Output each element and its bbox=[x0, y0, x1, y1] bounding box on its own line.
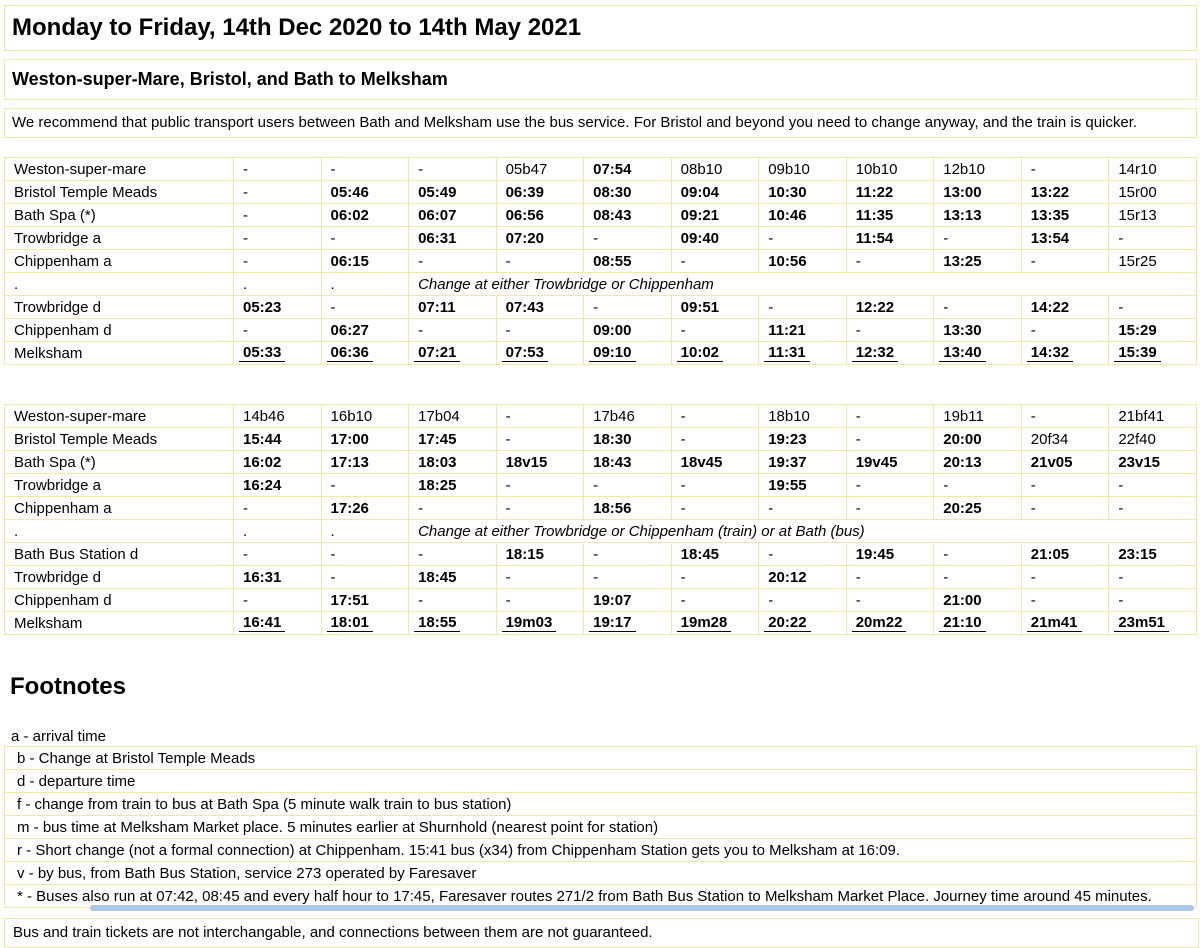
time-cell: 19:37 bbox=[759, 451, 847, 474]
time-cell: - bbox=[671, 319, 759, 342]
station-cell: Trowbridge a bbox=[5, 474, 234, 497]
time-cell: - bbox=[234, 227, 322, 250]
dot-cell: . bbox=[234, 273, 322, 296]
time-cell: 18v45 bbox=[671, 451, 759, 474]
time-cell: 10:30 bbox=[759, 181, 847, 204]
time-cell: 14b46 bbox=[234, 405, 322, 428]
time-cell: 09b10 bbox=[759, 158, 847, 181]
time-cell: 17:13 bbox=[321, 451, 409, 474]
time-cell: 16:02 bbox=[234, 451, 322, 474]
footnote-line: b - Change at Bristol Temple Meads bbox=[4, 746, 1197, 770]
dot-cell: . bbox=[321, 520, 409, 543]
time-cell: - bbox=[234, 497, 322, 520]
time-cell: 06:07 bbox=[409, 204, 497, 227]
time-cell: 18:45 bbox=[671, 543, 759, 566]
horizontal-scrollbar-thumb[interactable] bbox=[90, 905, 1194, 911]
time-cell: - bbox=[496, 566, 584, 589]
station-cell: Bristol Temple Meads bbox=[5, 181, 234, 204]
time-cell: 16:31 bbox=[234, 566, 322, 589]
time-cell: 05:49 bbox=[409, 181, 497, 204]
time-cell: 11:35 bbox=[846, 204, 934, 227]
time-cell: - bbox=[1021, 566, 1109, 589]
station-cell: Weston-super-mare bbox=[5, 405, 234, 428]
time-cell: 06:27 bbox=[321, 319, 409, 342]
time-cell: 23v15 bbox=[1109, 451, 1197, 474]
time-cell: 19:45 bbox=[846, 543, 934, 566]
recommendation-note: We recommend that public transport users between Bath and Melksham use the bus service. For Bristol and beyond you need to change anyway, and the train is quicker. bbox=[4, 108, 1197, 138]
timetable-row bbox=[5, 612, 1197, 635]
timetable-row bbox=[5, 296, 1197, 319]
footnote-line: v - by bus, from Bath Bus Station, service 273 operated by Faresaver bbox=[4, 861, 1197, 885]
time-cell: - bbox=[1021, 405, 1109, 428]
time-cell: - bbox=[1109, 589, 1197, 612]
time-cell: - bbox=[234, 319, 322, 342]
time-cell: 18:43 bbox=[584, 451, 672, 474]
station-cell: Chippenham a bbox=[5, 250, 234, 273]
time-cell: 20f34 bbox=[1021, 428, 1109, 451]
time-cell: - bbox=[759, 543, 847, 566]
time-cell: - bbox=[234, 181, 322, 204]
time-cell: 11:22 bbox=[846, 181, 934, 204]
time-cell: 08:55 bbox=[584, 250, 672, 273]
time-cell: - bbox=[846, 250, 934, 273]
time-cell: - bbox=[671, 566, 759, 589]
time-cell: 06:15 bbox=[321, 250, 409, 273]
time-cell: 12:32 bbox=[846, 342, 934, 365]
time-cell: - bbox=[759, 589, 847, 612]
time-cell: - bbox=[409, 543, 497, 566]
time-cell: - bbox=[234, 158, 322, 181]
time-cell: 19m28 bbox=[671, 612, 759, 635]
timetable-2 bbox=[4, 404, 1197, 635]
time-cell: - bbox=[759, 497, 847, 520]
time-cell: 19:55 bbox=[759, 474, 847, 497]
time-cell: 05:23 bbox=[234, 296, 322, 319]
time-cell: 13:00 bbox=[934, 181, 1022, 204]
time-cell: 20:00 bbox=[934, 428, 1022, 451]
dot-cell: . bbox=[321, 273, 409, 296]
station-cell: Bristol Temple Meads bbox=[5, 428, 234, 451]
time-cell: 20m22 bbox=[846, 612, 934, 635]
time-cell: 10:02 bbox=[671, 342, 759, 365]
time-cell: 17b46 bbox=[584, 405, 672, 428]
time-cell: 05:33 bbox=[234, 342, 322, 365]
time-cell: 15:44 bbox=[234, 428, 322, 451]
time-cell: 19:23 bbox=[759, 428, 847, 451]
timetable-row bbox=[5, 543, 1197, 566]
time-cell: - bbox=[409, 497, 497, 520]
time-cell: 18b10 bbox=[759, 405, 847, 428]
time-cell: 07:11 bbox=[409, 296, 497, 319]
time-cell: - bbox=[1021, 250, 1109, 273]
time-cell: - bbox=[1021, 319, 1109, 342]
time-cell: - bbox=[934, 543, 1022, 566]
time-cell: 19:07 bbox=[584, 589, 672, 612]
time-cell: - bbox=[1109, 474, 1197, 497]
time-cell: - bbox=[584, 543, 672, 566]
time-cell: - bbox=[671, 497, 759, 520]
time-cell: 13:13 bbox=[934, 204, 1022, 227]
time-cell: 20:25 bbox=[934, 497, 1022, 520]
time-cell: - bbox=[496, 589, 584, 612]
timetable-row bbox=[5, 428, 1197, 451]
time-cell: - bbox=[759, 227, 847, 250]
time-cell: - bbox=[234, 589, 322, 612]
time-cell: - bbox=[846, 405, 934, 428]
time-cell: 10:56 bbox=[759, 250, 847, 273]
time-cell: 17b04 bbox=[409, 405, 497, 428]
time-cell: - bbox=[846, 589, 934, 612]
time-cell: 09:51 bbox=[671, 296, 759, 319]
time-cell: - bbox=[1021, 158, 1109, 181]
time-cell: - bbox=[321, 543, 409, 566]
time-cell: - bbox=[321, 227, 409, 250]
time-cell: - bbox=[1109, 497, 1197, 520]
time-cell: 07:53 bbox=[496, 342, 584, 365]
timetable-row bbox=[5, 497, 1197, 520]
time-cell: 20:13 bbox=[934, 451, 1022, 474]
time-cell: - bbox=[584, 227, 672, 250]
time-cell: 06:31 bbox=[409, 227, 497, 250]
time-cell: 07:21 bbox=[409, 342, 497, 365]
time-cell: 08b10 bbox=[671, 158, 759, 181]
time-cell: - bbox=[1109, 227, 1197, 250]
time-cell: 14:32 bbox=[1021, 342, 1109, 365]
timetable-row bbox=[5, 250, 1197, 273]
time-cell: 21v05 bbox=[1021, 451, 1109, 474]
time-cell: - bbox=[409, 319, 497, 342]
change-note-cell: Change at either Trowbridge or Chippenham (train) or at Bath (bus) bbox=[409, 520, 1197, 543]
time-cell: 17:45 bbox=[409, 428, 497, 451]
time-cell: 21:00 bbox=[934, 589, 1022, 612]
time-cell: 11:54 bbox=[846, 227, 934, 250]
time-cell: - bbox=[496, 428, 584, 451]
station-cell: Melksham bbox=[5, 612, 234, 635]
time-cell: - bbox=[934, 296, 1022, 319]
time-cell: - bbox=[234, 250, 322, 273]
page-title: Monday to Friday, 14th Dec 2020 to 14th May 2021 bbox=[4, 5, 1197, 51]
time-cell: 17:26 bbox=[321, 497, 409, 520]
timetable-row bbox=[5, 181, 1197, 204]
timetable-1 bbox=[4, 157, 1197, 365]
time-cell: - bbox=[496, 474, 584, 497]
time-cell: 11:21 bbox=[759, 319, 847, 342]
time-cell: 09:21 bbox=[671, 204, 759, 227]
station-cell: Bath Spa (*) bbox=[5, 204, 234, 227]
time-cell: 13:35 bbox=[1021, 204, 1109, 227]
time-cell: - bbox=[584, 566, 672, 589]
time-cell: 10:46 bbox=[759, 204, 847, 227]
time-cell: 17:00 bbox=[321, 428, 409, 451]
time-cell: 22f40 bbox=[1109, 428, 1197, 451]
time-cell: 21m41 bbox=[1021, 612, 1109, 635]
time-cell: - bbox=[1021, 497, 1109, 520]
time-cell: 18:01 bbox=[321, 612, 409, 635]
footnotes-heading: Footnotes bbox=[10, 673, 126, 700]
time-cell: 13:25 bbox=[934, 250, 1022, 273]
footnote-line: d - departure time bbox=[4, 769, 1197, 793]
time-cell: 19v45 bbox=[846, 451, 934, 474]
dot-cell: . bbox=[234, 520, 322, 543]
time-cell: 09:04 bbox=[671, 181, 759, 204]
change-note-row bbox=[5, 273, 1197, 296]
time-cell: - bbox=[934, 474, 1022, 497]
footnote-line: f - change from train to bus at Bath Spa (5 minute walk train to bus station) bbox=[4, 792, 1197, 816]
time-cell: 09:10 bbox=[584, 342, 672, 365]
station-cell: Trowbridge a bbox=[5, 227, 234, 250]
time-cell: 06:02 bbox=[321, 204, 409, 227]
time-cell: 18:15 bbox=[496, 543, 584, 566]
time-cell: - bbox=[671, 589, 759, 612]
time-cell: 06:36 bbox=[321, 342, 409, 365]
station-cell: Chippenham d bbox=[5, 589, 234, 612]
time-cell: 09:40 bbox=[671, 227, 759, 250]
time-cell: - bbox=[321, 474, 409, 497]
change-note-cell: Change at either Trowbridge or Chippenham bbox=[409, 273, 1197, 296]
time-cell: 16:41 bbox=[234, 612, 322, 635]
time-cell: - bbox=[671, 250, 759, 273]
time-cell: 19:17 bbox=[584, 612, 672, 635]
time-cell: 17:51 bbox=[321, 589, 409, 612]
time-cell: 18:03 bbox=[409, 451, 497, 474]
timetable-row bbox=[5, 451, 1197, 474]
time-cell: 05b47 bbox=[496, 158, 584, 181]
time-cell: 18:55 bbox=[409, 612, 497, 635]
station-cell: Trowbridge d bbox=[5, 566, 234, 589]
time-cell: 23m51 bbox=[1109, 612, 1197, 635]
time-cell: 16:24 bbox=[234, 474, 322, 497]
time-cell: 07:43 bbox=[496, 296, 584, 319]
time-cell: 21:10 bbox=[934, 612, 1022, 635]
time-cell: 20:22 bbox=[759, 612, 847, 635]
time-cell: - bbox=[321, 158, 409, 181]
time-cell: 13:30 bbox=[934, 319, 1022, 342]
time-cell: - bbox=[846, 497, 934, 520]
footnote-a: a - arrival time bbox=[11, 728, 107, 745]
time-cell: 19m03 bbox=[496, 612, 584, 635]
timetable-row bbox=[5, 405, 1197, 428]
time-cell: 21bf41 bbox=[1109, 405, 1197, 428]
time-cell: 18:56 bbox=[584, 497, 672, 520]
time-cell: - bbox=[496, 405, 584, 428]
time-cell: - bbox=[409, 250, 497, 273]
footnote-line: r - Short change (not a formal connection) at Chippenham. 15:41 bus (x34) from Chippenham Station gets you to Melksham at 16:09. bbox=[4, 838, 1197, 862]
time-cell: - bbox=[584, 474, 672, 497]
time-cell: - bbox=[1109, 296, 1197, 319]
station-cell: Chippenham d bbox=[5, 319, 234, 342]
time-cell: 16b10 bbox=[321, 405, 409, 428]
time-cell: 08:30 bbox=[584, 181, 672, 204]
time-cell: 08:43 bbox=[584, 204, 672, 227]
dot-cell: . bbox=[5, 273, 234, 296]
time-cell: 18:45 bbox=[409, 566, 497, 589]
time-cell: 23:15 bbox=[1109, 543, 1197, 566]
timetable-row bbox=[5, 319, 1197, 342]
time-cell: 21:05 bbox=[1021, 543, 1109, 566]
time-cell: - bbox=[934, 227, 1022, 250]
station-cell: Melksham bbox=[5, 342, 234, 365]
time-cell: - bbox=[234, 543, 322, 566]
time-cell: 06:56 bbox=[496, 204, 584, 227]
change-note-row bbox=[5, 520, 1197, 543]
time-cell: - bbox=[409, 158, 497, 181]
time-cell: 10b10 bbox=[846, 158, 934, 181]
time-cell: 15r25 bbox=[1109, 250, 1197, 273]
time-cell: 14r10 bbox=[1109, 158, 1197, 181]
time-cell: - bbox=[846, 474, 934, 497]
timetable-row bbox=[5, 474, 1197, 497]
page-subtitle: Weston-super-Mare, Bristol, and Bath to Melksham bbox=[4, 59, 1197, 100]
time-cell: 20:12 bbox=[759, 566, 847, 589]
time-cell: 09:00 bbox=[584, 319, 672, 342]
footnote-line: * - Buses also run at 07:42, 08:45 and every half hour to 17:45, Faresaver routes 271/2 from Bath Bus Station to Melksham Market Place. Journey time around 45 minutes. bbox=[4, 884, 1197, 908]
time-cell: - bbox=[321, 566, 409, 589]
ticket-disclaimer: Bus and train tickets are not interchangable, and connections between them are not guaranteed. bbox=[4, 918, 1199, 948]
footnote-line: m - bus time at Melksham Market place. 5 minutes earlier at Shurnhold (nearest point for station) bbox=[4, 815, 1197, 839]
station-cell: Weston-super-mare bbox=[5, 158, 234, 181]
time-cell: 13:40 bbox=[934, 342, 1022, 365]
time-cell: 07:20 bbox=[496, 227, 584, 250]
time-cell: - bbox=[1109, 566, 1197, 589]
time-cell: - bbox=[846, 428, 934, 451]
station-cell: Trowbridge d bbox=[5, 296, 234, 319]
time-cell: - bbox=[1021, 589, 1109, 612]
time-cell: - bbox=[496, 319, 584, 342]
time-cell: - bbox=[846, 566, 934, 589]
timetable-row bbox=[5, 204, 1197, 227]
time-cell: 07:54 bbox=[584, 158, 672, 181]
timetable-row bbox=[5, 227, 1197, 250]
time-cell: 11:31 bbox=[759, 342, 847, 365]
time-cell: - bbox=[671, 428, 759, 451]
timetable-row bbox=[5, 158, 1197, 181]
time-cell: - bbox=[1021, 474, 1109, 497]
time-cell: 18:25 bbox=[409, 474, 497, 497]
time-cell: - bbox=[759, 296, 847, 319]
time-cell: - bbox=[496, 497, 584, 520]
time-cell: - bbox=[671, 405, 759, 428]
time-cell: 15r13 bbox=[1109, 204, 1197, 227]
time-cell: 19b11 bbox=[934, 405, 1022, 428]
time-cell: - bbox=[409, 589, 497, 612]
time-cell: 05:46 bbox=[321, 181, 409, 204]
time-cell: - bbox=[846, 319, 934, 342]
time-cell: - bbox=[496, 250, 584, 273]
time-cell: - bbox=[671, 474, 759, 497]
timetable-row bbox=[5, 589, 1197, 612]
time-cell: 18:30 bbox=[584, 428, 672, 451]
time-cell: 14:22 bbox=[1021, 296, 1109, 319]
time-cell: 18v15 bbox=[496, 451, 584, 474]
time-cell: 15:39 bbox=[1109, 342, 1197, 365]
time-cell: 15r00 bbox=[1109, 181, 1197, 204]
time-cell: 12:22 bbox=[846, 296, 934, 319]
time-cell: 15:29 bbox=[1109, 319, 1197, 342]
time-cell: - bbox=[584, 296, 672, 319]
station-cell: Bath Spa (*) bbox=[5, 451, 234, 474]
time-cell: - bbox=[934, 566, 1022, 589]
footnote-list bbox=[4, 746, 1197, 908]
time-cell: 13:54 bbox=[1021, 227, 1109, 250]
station-cell: Chippenham a bbox=[5, 497, 234, 520]
station-cell: Bath Bus Station d bbox=[5, 543, 234, 566]
time-cell: 12b10 bbox=[934, 158, 1022, 181]
timetable-row bbox=[5, 342, 1197, 365]
time-cell: - bbox=[321, 296, 409, 319]
time-cell: 06:39 bbox=[496, 181, 584, 204]
time-cell: 13:22 bbox=[1021, 181, 1109, 204]
timetable-row bbox=[5, 566, 1197, 589]
time-cell: - bbox=[234, 204, 322, 227]
dot-cell: . bbox=[5, 520, 234, 543]
